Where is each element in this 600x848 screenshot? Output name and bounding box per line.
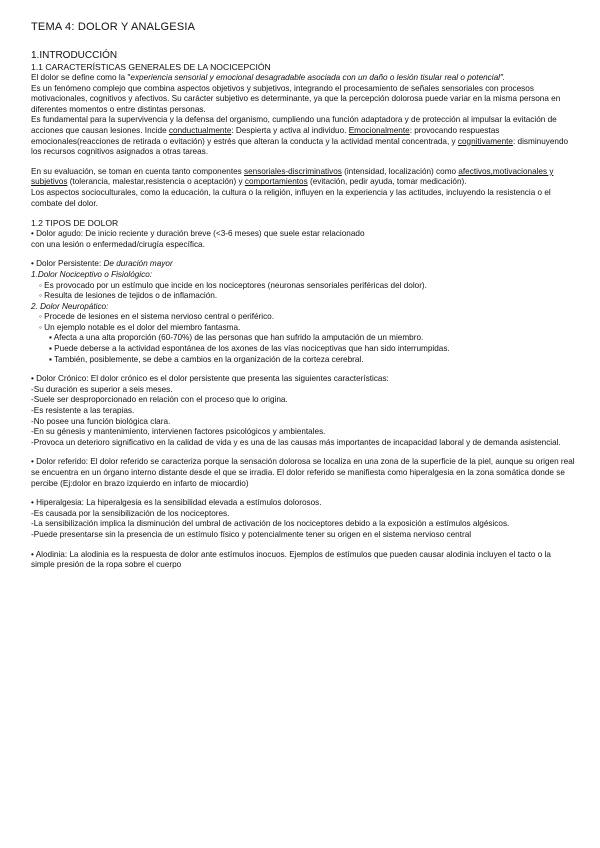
hiperalgesia-item: -Es causada por la sensibilización de los nociceptores. <box>31 508 230 518</box>
text-run: En su evaluación, se toman en cuenta tanto componentes <box>31 166 245 176</box>
section-heading-introduccion: 1.INTRODUCCIÓN <box>31 50 118 61</box>
dolor-agudo-line-1: • Dolor agudo: De inicio reciente y duración breve (<3-6 meses) que suele estar relacionado <box>31 229 365 239</box>
paragraph-evaluacion <box>31 167 576 188</box>
subsection-heading-tipos: 1.2 TIPOS DE DOLOR <box>31 218 119 229</box>
underlined-term: conductualmente <box>168 125 232 135</box>
text-run: : Despierta y activa al individuo. <box>231 125 349 135</box>
dolor-referido: • Dolor referido: El dolor referido se caracteriza porque la sensación dolorosa se localiza en una zona de la superficie de la piel, aunque su origen real se encuentra en un órgano interno distante desde el que se irradia. El dolor referido se manifiesta como hiperalgesia en la zona somática donde se percibe (Ej:dolor en brazo izquierdo en infarto de miocardio) <box>31 457 575 488</box>
cronico-item: -Suele ser desproporcionado en relación con el proceso que lo origina. <box>31 395 288 405</box>
text-run: (tolerancia, malestar,resistencia o aceptación) y <box>67 177 245 187</box>
hiperalgesia-item: • Hiperalgesia: La hiperalgesia es la sensibilidad elevada a estímulos dolorosos. <box>31 498 322 508</box>
underlined-term: Emocionalmente <box>348 125 410 135</box>
neuropatico-subitem-2: ▪ Puede deberse a la actividad espontánea de los axones de las vías nociceptivas que han sido interrumpidas. <box>49 344 450 354</box>
text-run: : provocando respuestas emocionales(reacciones de retirada o evitación) y estrés que alteran la conducta y la actividad mental concentrada, y <box>31 125 500 146</box>
neuropatico-heading: 2. Dolor Neuropático: <box>31 301 109 311</box>
document-title: TEMA 4: DOLOR Y ANALGESIA <box>31 21 196 33</box>
document-page <box>31 20 576 571</box>
cronico-item: -Provoca un deterioro significativo en la calidad de vida y es una de las causas más importantes de incapacidad laboral y de demanda asistencial. <box>31 437 561 447</box>
italic-term: De duración mayor <box>103 259 173 269</box>
cronico-item: -Su duración es superior a seis meses. <box>31 384 173 394</box>
underlined-term: comportamientos <box>244 177 308 187</box>
nociceptivo-item-1: ◦ Es provocado por un estímulo que incide en los nociceptores (neuronas sensoriales periféricas del dolor). <box>39 280 427 290</box>
cronico-item: -No posee una función biológica clara. <box>31 416 171 426</box>
cronico-item: -Es resistente a las terapias. <box>31 406 135 416</box>
dolor-cronico-heading: • Dolor Crónico: El dolor crónico es el dolor persistente que presenta las siguientes características: <box>31 374 389 384</box>
neuropatico-item-1: ◦ Procede de lesiones en el sistema nervioso central o periférico. <box>39 312 275 322</box>
text-run: • Dolor Persistente: <box>31 259 104 269</box>
dolor-persistente <box>31 259 576 270</box>
definition-lead: El dolor se define como la " <box>31 73 131 82</box>
text-run: Es fundamental para la supervivencia y la defensa del organismo, cumpliendo una función adaptadora y de protección al impulsar la evitación de acciones que causan lesiones. Incide <box>31 115 557 135</box>
paragraph-fenomeno: Es un fenómeno complejo que combina aspectos objetivos y subjetivos, integrando el procesamiento de señales sensoriales con procesos motivacionales, cognitivos y afectivos. Su carácter subjetivo es determinante, ya que la percepción dolorosa puede variar en la misma persona en diferentes momentos o entre distintas personas. <box>31 83 561 114</box>
neuropatico-subitem-3: ▪ También, posiblemente, se debe a cambios en la organización de la corteza cerebral. <box>49 354 364 364</box>
subsection-heading-caracteristicas: 1.1 CARACTERÍSTICAS GENERALES DE LA NOCICEPCIÓN <box>31 62 271 72</box>
hiperalgesia-item: -La sensibilización implica la disminución del umbral de activación de los nociceptores debido a la exposición a estímulos algésicos. <box>31 519 510 529</box>
alodinia: • Alodinia: La alodinia es la respuesta de dolor ante estímulos inocuos. Ejemplos de estímulos que pueden causar alodinia incluyen el tacto o la simple presión de la ropa sobre el cuerpo <box>31 549 551 570</box>
underlined-term: sensoriales-discriminativos <box>244 166 342 176</box>
underlined-term: cognitivamente <box>457 136 513 146</box>
nociceptivo-item-2: ◦ Resulta de lesiones de tejidos o de inflamación. <box>39 291 218 301</box>
hiperalgesia-item: -Puede presentarse sin la presencia de un estímulo físico y potencialmente tener su origen en el sistema nervioso central <box>31 529 472 539</box>
neuropatico-subitem-1: ▪ Afecta a una alta proporción (60-70%) de las personas que han sufrido la amputación de un miembro. <box>49 333 424 343</box>
cronico-item: -En su génesis y mantenimiento, intervienen factores psicológicos y ambientales. <box>31 427 326 437</box>
nociceptivo-heading: 1.Dolor Nociceptivo o Fisiológico: <box>31 269 153 279</box>
dolor-agudo-line-2: con una lesión o enfermedad/cirugía específica. <box>31 239 205 249</box>
text-run: : disminuyendo los recursos cognitivos asignados a otras tareas. <box>31 136 569 157</box>
definition-quote: experiencia sensorial y emocional desagradable asociada con un daño o lesión tisular real o potencial". <box>130 73 506 82</box>
text-run: (evitación, pedir ayuda, tomar medicación). <box>307 177 467 187</box>
paragraph-supervivencia <box>31 115 576 157</box>
text-run: (intensidad, localización) como <box>341 166 459 176</box>
underlined-term: afectivos,motivacionales y subjetivos <box>31 166 554 187</box>
definition-paragraph <box>31 73 576 84</box>
paragraph-socioculturales: Los aspectos socioculturales, como la educación, la cultura o la religión, influyen en la experiencia y las actitudes, incluyendo la resistencia o el combate del dolor. <box>31 187 551 208</box>
neuropatico-item-2: ◦ Un ejemplo notable es el dolor del miembro fantasma. <box>39 322 241 332</box>
